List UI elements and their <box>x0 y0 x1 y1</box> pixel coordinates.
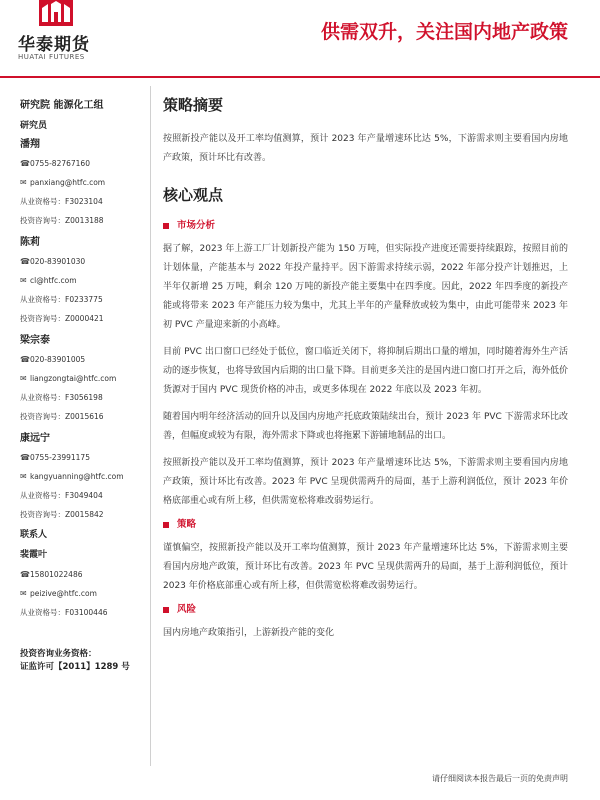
analyst-card <box>20 430 140 524</box>
logo-chinese-name: 华泰期货 <box>18 35 90 55</box>
phone-icon: ☎ <box>20 257 30 266</box>
researcher-label: 研究员 <box>20 121 48 131</box>
analyst-name: 潘翔 <box>20 139 40 150</box>
phone-icon: ☎ <box>20 355 30 364</box>
analyst-license: 从业资格号：F3056198 <box>20 393 103 402</box>
logo-english-name: HUATAI FUTURES <box>18 53 85 61</box>
analyst-email[interactable]: ✉ liangzongtai@htfc.com <box>20 369 140 388</box>
red-square-icon <box>163 223 169 229</box>
analyst-phone: ☎0755-23991175 <box>20 448 140 467</box>
analyst-name: 梁宗泰 <box>20 335 50 346</box>
core-view-heading: 核心观点 <box>163 186 224 204</box>
analyst-card <box>20 332 140 426</box>
strategy-text: 谨慎偏空，按照新投产能以及开工率均值测算，预计 2023 年产量增速环比达 5%，下游需求则主要看国内房地产政策，预计环比有改善。2023 年 PVC 呈现供需两升的局面，基于上游利润低位，预计 2023 年价格底部重心或有所上移，但供需宽松将难改弱势运行。 <box>163 543 568 591</box>
risk-text: 国内房地产政策指引，上游新投产能的变化 <box>163 628 335 638</box>
analyst-consult-license: 投资咨询号：Z0000421 <box>20 314 104 323</box>
analyst-consult-license: 投资咨询号：Z0015842 <box>20 510 104 519</box>
mail-icon: ✉ <box>20 178 27 187</box>
section-label: 市场分析 <box>177 220 216 231</box>
contact-name: 裴霞叶 <box>20 550 48 560</box>
analyst-email[interactable]: ✉ cl@htfc.com <box>20 271 140 290</box>
company-logo <box>18 0 104 72</box>
analyst-license: 从业资格号：F3023104 <box>20 197 103 206</box>
phone-icon: ☎ <box>20 453 30 462</box>
license-line: 证监许可【2011】1289 号 <box>20 662 130 672</box>
main-content <box>163 92 568 643</box>
phone-icon: ☎ <box>20 159 30 168</box>
consulting-license <box>20 648 140 674</box>
logo-icon <box>39 0 73 26</box>
analyst-name: 陈莉 <box>20 237 40 248</box>
analyst-name: 康远宁 <box>20 433 50 444</box>
analyst-phone: ☎020-83901030 <box>20 252 140 271</box>
analyst-email[interactable]: ✉ panxiang@htfc.com <box>20 173 140 192</box>
report-title: 供需双升，关注国内地产政策 <box>320 21 568 43</box>
market-paragraph: 据了解，2023 年上游工厂计划新投产能为 150 万吨，但实际投产进度还需要持续跟踪，按照目前的计划体量，产能基本与 2022 年投产量持平。因下游需求持续示弱，2022 年部分投产计划推迟，上半年仅新增 25 万吨，剩余 120 万吨的新投产能主要集中在四季度。因此，2022 年四季度的新投产能或将带来 2023 年产能压力较为集中，尤其上半年的产量释放或较为集中，由此可能带来 2023 年初 PVC 产量迎来新的小高峰。 <box>163 244 568 330</box>
contact-phone: ☎15801022486 <box>20 565 140 584</box>
analyst-license: 从业资格号：F0233775 <box>20 295 103 304</box>
mail-icon: ✉ <box>20 374 27 383</box>
market-paragraph: 随着国内明年经济活动的回升以及国内房地产托底政策陆续出台，预计 2023 年 PVC 下游需求环比改善，但幅度或较为有限，海外需求下降或也将拖累下游铺地制品的出口。 <box>163 412 568 441</box>
author-sidebar <box>20 96 140 674</box>
analyst-phone: ☎020-83901005 <box>20 350 140 369</box>
risk-heading <box>163 602 568 618</box>
strategy-heading <box>163 517 568 533</box>
column-divider <box>150 86 151 766</box>
contact-license: 从业资格号：F03100446 <box>20 608 108 617</box>
analyst-license: 从业资格号：F3049404 <box>20 491 103 500</box>
contact-email[interactable]: ✉ peizive@htfc.com <box>20 584 140 603</box>
red-square-icon <box>163 607 169 613</box>
analyst-consult-license: 投资咨询号：Z0013188 <box>20 216 104 225</box>
contact-card <box>20 546 140 622</box>
analyst-email[interactable]: ✉ kangyuanning@htfc.com <box>20 467 140 486</box>
contact-label: 联系人 <box>20 530 48 540</box>
market-paragraph: 目前 PVC 出口窗口已经处于低位，窗口临近关闭下，将抑制后期出口量的增加，同时随着海外生产活动的逐步恢复，也将导致国内后期的出口量下降。目前更多关注的是国内进口窗口打开之后，海外低价货源对于国内 PVC 现货价格的冲击，或更多体现在 2022 年底以及 2023 年初。 <box>163 347 569 395</box>
disclaimer-note: 请仔细阅读本报告最后一页的免责声明 <box>432 774 568 783</box>
mail-icon: ✉ <box>20 589 27 598</box>
license-line: 投资咨询业务资格： <box>20 649 97 659</box>
research-group: 研究院 能源化工组 <box>20 100 104 111</box>
red-square-icon <box>163 522 169 528</box>
section-label: 风险 <box>177 604 197 615</box>
page-header <box>0 0 600 76</box>
market-analysis-heading <box>163 218 568 234</box>
summary-text: 按照新投产能以及开工率均值测算，预计 2023 年产量增速环比达 5%，下游需求则主要看国内房地产政策，预计环比有改善。 <box>163 134 568 163</box>
mail-icon: ✉ <box>20 472 27 481</box>
summary-heading: 策略摘要 <box>163 96 224 114</box>
analyst-card <box>20 234 140 328</box>
analyst-phone: ☎0755-82767160 <box>20 154 140 173</box>
phone-icon: ☎ <box>20 570 30 579</box>
analyst-consult-license: 投资咨询号：Z0015616 <box>20 412 104 421</box>
market-paragraph: 按照新投产能以及开工率均值测算，预计 2023 年产量增速环比达 5%，下游需求则主要看国内房地产政策，预计环比有改善。2023 年 PVC 呈现供需两升的局面，基于上游利润低位，预计 2023 年价格底部重心或有所上移，但供需宽松将难改弱势运行。 <box>163 458 568 506</box>
header-divider <box>0 76 600 78</box>
section-label: 策略 <box>177 519 197 530</box>
mail-icon: ✉ <box>20 276 27 285</box>
analyst-card <box>20 136 140 230</box>
